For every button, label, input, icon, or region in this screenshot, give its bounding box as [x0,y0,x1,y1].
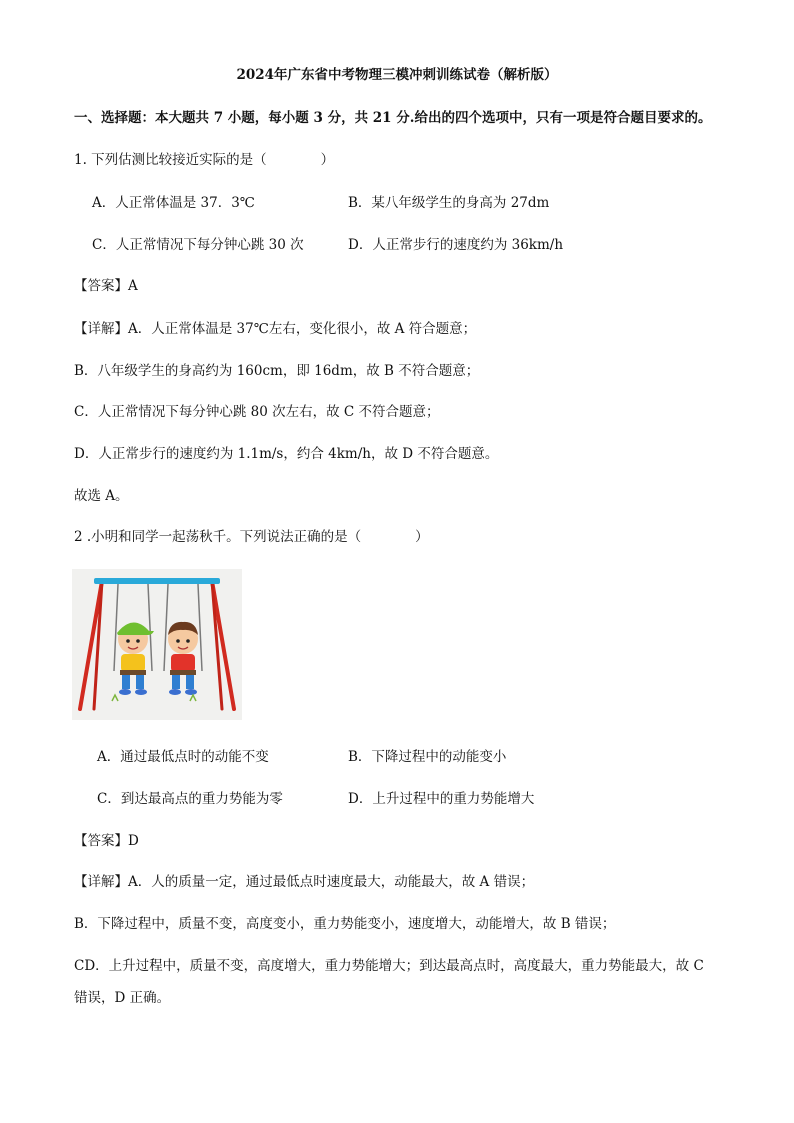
question-1-detail-line: D．人正常步行的速度约为 1.1m/s，约合 4km/h，故 D 不符合题意。 [74,446,499,462]
question-2-option-c: C．到达最高点的重力势能为零 [97,791,283,807]
page-title: 2024年广东省中考物理三模冲刺训练试卷（解析版） [236,67,558,83]
question-2-stem: 2 .小明和同学一起荡秋千。下列说法正确的是（ ） [74,529,429,545]
question-2-answer: 【答案】D [74,833,139,849]
swing-drawing [72,569,242,720]
question-1-detail-line: B．八年级学生的身高约为 160cm，即 16dm，故 B 不符合题意； [74,363,480,379]
swing-illustration [72,569,242,720]
question-2-detail-line: B．下降过程中，质量不变，高度变小，重力势能变小，速度增大，动能增大，故 B 错误； [74,916,616,932]
question-1-detail-line: 故选 A。 [74,488,129,504]
question-1-stem: 1. 下列估测比较接近实际的是（ ） [74,152,335,168]
section-heading: 一、选择题：本大题共 7 小题，每小题 3 分，共 21 分.给出的四个选项中，只有一项是符合题目要求的。 [74,110,712,126]
question-2-detail-line: 【详解】A．人的质量一定，通过最低点时速度最大，动能最大，故 A 错误； [74,874,535,890]
question-1-detail-line: C．人正常情况下每分钟心跳 80 次左右，故 C 不符合题意； [74,404,440,420]
question-1-option-b: B．某八年级学生的身高为 27dm [348,195,550,211]
question-1-option-d: D．人正常步行的速度约为 36km/h [348,237,564,253]
question-2-option-d: D．上升过程中的重力势能增大 [348,791,535,807]
question-1-option-c: C．人正常情况下每分钟心跳 30 次 [92,237,304,253]
question-2-option-a: A．通过最低点时的动能不变 [97,749,269,765]
question-1-option-a: A．人正常体温是 37．3℃ [92,195,255,211]
question-1-detail-line: 【详解】A．人正常体温是 37℃左右，变化很小，故 A 符合题意； [74,321,477,337]
question-1-answer: 【答案】A [74,278,138,294]
question-2-detail-line: CD．上升过程中，质量不变，高度增大，重力势能增大；到达最高点时，高度最大，重力势能最大，故 C [74,958,704,974]
question-2-detail-line: 错误，D 正确。 [74,990,171,1006]
question-2-option-b: B．下降过程中的动能变小 [348,749,507,765]
